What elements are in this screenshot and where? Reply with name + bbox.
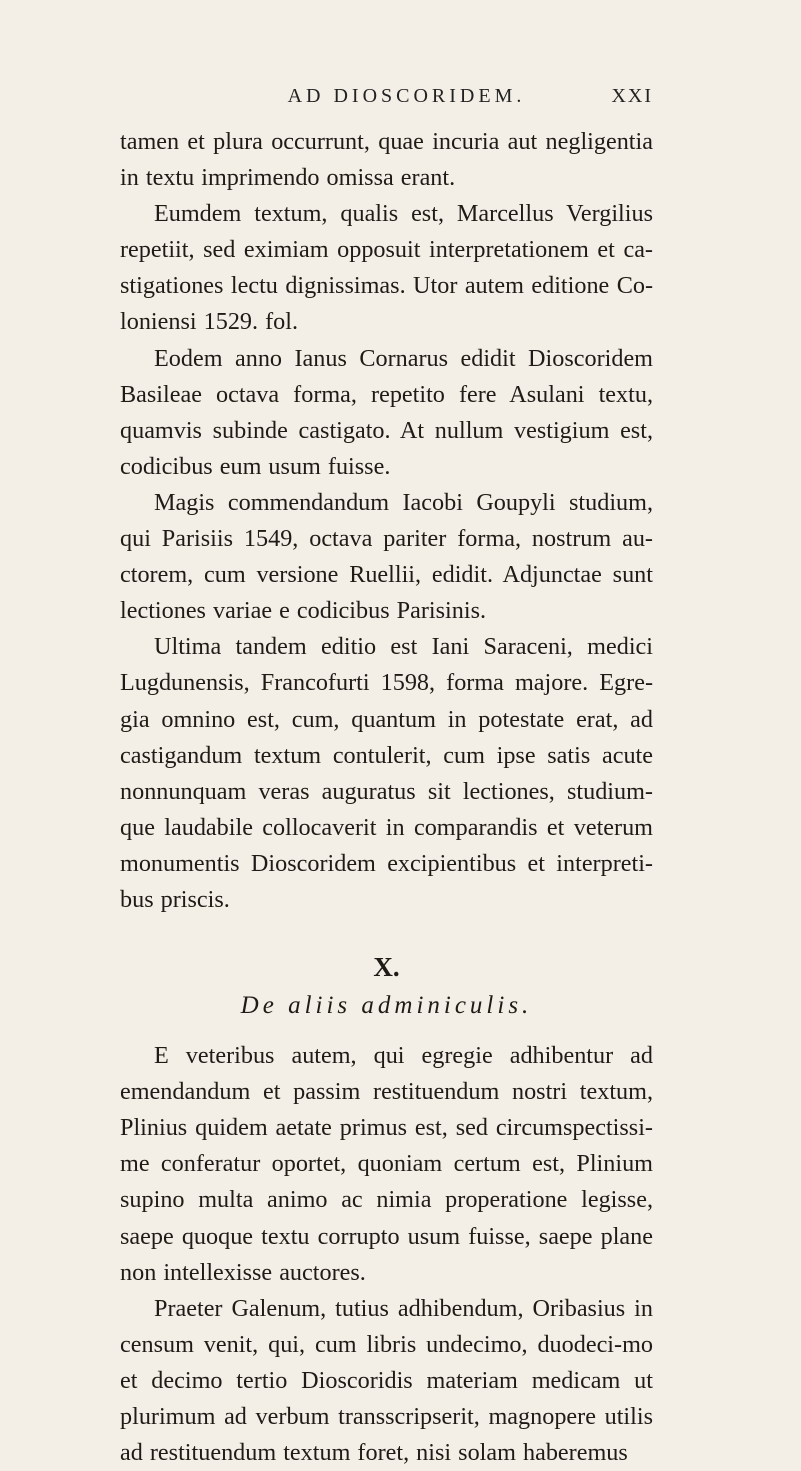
paragraph: Praeter Galenum, tutius adhibendum, Oribasius in censum venit, qui, cum libris undecimo, duodeci-mo et decimo tertio Dioscoridis materiam medicam ut plurimum ad verbum transscripserit, magnopere utilis ad restituendum textum foret, nisi solam haberemus: [120, 1294, 653, 1467]
paragraph: Magis commendandum Iacobi Goupyli studium, qui Parisiis 1549, octava pariter forma, nostrum au-ctorem, cum versione Ruellii, edidit. Adjunctae sunt lectiones variae e codicibus Parisinis.: [120, 488, 653, 625]
running-title: AD DIOSCORIDEM.: [287, 85, 526, 107]
paragraph: Ultima tandem editio est Iani Saraceni, medici Lugdunensis, Francofurti 1598, forma majore. Egre-gia omnino est, cum, quantum in potestate erat, ad castigandum textum contulerit, cum ipse satis acute nonnunquam veras auguratus sit lectiones, studium-que laudabile collocaverit in comparandis et veterum monumentis Dioscoridem excipientibus et interpreti-bus priscis.: [120, 633, 653, 913]
page-number: XXI: [611, 85, 653, 107]
text-block-top: [120, 124, 653, 918]
section-title: De aliis adminiculis.: [240, 992, 533, 1020]
section-number: X.: [373, 952, 400, 983]
paragraph: tamen et plura occurrunt, quae incuria aut negligentia in textu imprimendo omissa erant.: [120, 128, 653, 192]
paragraph: E veteribus autem, qui egregie adhibentur ad emendandum et passim restituendum nostri textum, Plinius quidem aetate primus est, sed circumspectissi-me conferatur oportet, quoniam certum est, Plinium supino multa animo ac nimia properatione legisse, saepe quoque textu corrupto usum fuisse, saepe plane non intellexisse auctores.: [120, 1042, 653, 1286]
text-block-bottom: [120, 1038, 653, 1471]
running-head: [120, 84, 653, 124]
paragraph: Eodem anno Ianus Cornarus edidit Dioscoridem Basileae octava forma, repetito fere Asulani textu, quamvis subinde castigato. At nullum vestigium est, codicibus eum usum fuisse.: [120, 344, 653, 480]
paragraph: Eumdem textum, qualis est, Marcellus Vergilius repetiit, sed eximiam opposuit interpretationem et ca-stigationes lectu dignissimas. Utor autem editione Co-loniensi 1529. fol.: [120, 200, 653, 336]
